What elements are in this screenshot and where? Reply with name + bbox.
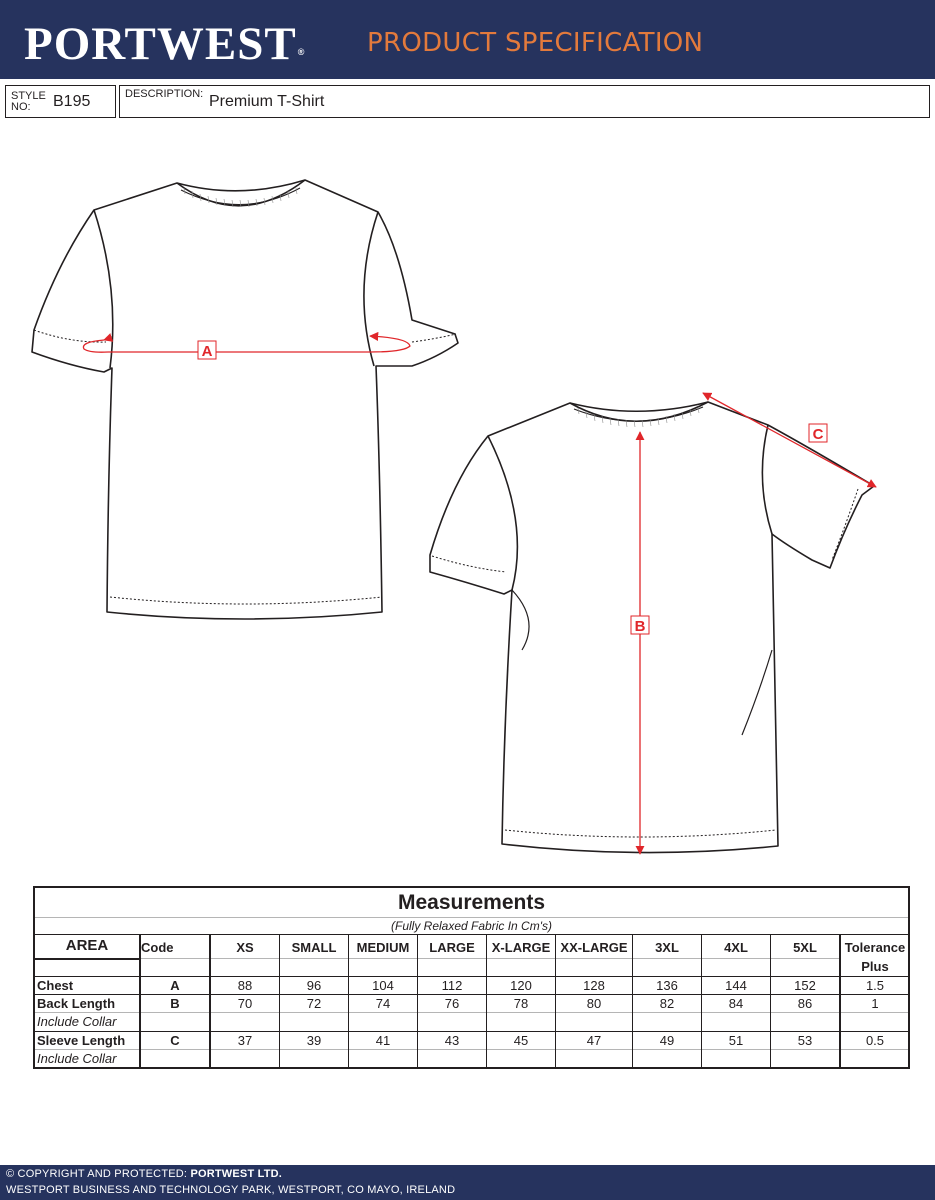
sleeve-measure-line [703, 393, 876, 487]
row-back-length-xlarge: 78 [513, 996, 529, 1011]
row-sleeve-length-5xl: 53 [797, 1033, 813, 1048]
size-header-medium: MEDIUM [356, 940, 410, 955]
row-back-length-3xl: 82 [659, 996, 675, 1011]
row-chest-xxlarge: 128 [583, 978, 605, 993]
measurements-subtitle: (Fully Relaxed Fabric In Cm's) [391, 919, 552, 933]
style-label [11, 91, 46, 113]
row-chest-code: A [170, 978, 180, 993]
row-chest-xs: 88 [237, 978, 253, 993]
row-sleeve-length-xxlarge: 47 [586, 1033, 602, 1048]
row-back-length-code: B [170, 996, 180, 1011]
back-view-shirt [430, 402, 874, 853]
brand-name: PORTWEST [24, 18, 297, 70]
company-address: WESTPORT BUSINESS AND TECHNOLOGY PARK, WESTPORT, CO MAYO, IRELAND [6, 1184, 456, 1196]
measurements-title: Measurements [397, 891, 546, 914]
brand-logo [24, 18, 305, 78]
back-collar-ribbing [578, 407, 699, 427]
row-chest-area: Chest [37, 978, 74, 993]
row-back-length-4xl: 84 [728, 996, 744, 1011]
row-back-length-large: 76 [444, 996, 460, 1011]
header-bar [0, 0, 935, 79]
description-box [119, 85, 930, 118]
description-value: Premium T-Shirt [209, 93, 325, 110]
chest-measure-line [83, 336, 410, 352]
row-back-length-xxlarge: 80 [586, 996, 602, 1011]
registered-mark: ® [297, 47, 306, 57]
garment-drawings [0, 120, 935, 880]
row-sleeve-length-small: 39 [306, 1033, 322, 1048]
style-label-line2: NO: [11, 101, 31, 113]
marker-b-label [631, 616, 649, 635]
measurements-table [33, 886, 910, 1069]
row-chest-4xl: 144 [725, 978, 747, 993]
row-chest-large: 112 [441, 978, 463, 993]
row-chest-small: 96 [306, 978, 322, 993]
tolerance-header-plus: Plus [861, 959, 889, 974]
row-sleeve-length-xs: 37 [237, 1033, 253, 1048]
row-chest-3xl: 136 [656, 978, 678, 993]
size-header-5xl: 5XL [793, 940, 817, 955]
row-chest-medium: 104 [372, 978, 394, 993]
row-sleeve-length-large: 43 [444, 1033, 460, 1048]
row-back-length-tolerance: 1 [871, 996, 879, 1011]
style-label-line1: STYLE [11, 90, 46, 102]
area-header: AREA [65, 937, 109, 954]
row-chest-xlarge: 120 [510, 978, 532, 993]
size-header-4xl: 4XL [724, 940, 748, 955]
copyright-company: PORTWEST LTD. [190, 1168, 283, 1180]
marker-c-label [809, 424, 827, 443]
row-sleeve-length-code: C [170, 1033, 180, 1048]
size-header-xlarge: X-LARGE [491, 940, 551, 955]
copyright-text: © COPYRIGHT AND PROTECTED: [6, 1168, 188, 1180]
row-sleeve-length-note: Include Collar [37, 1051, 117, 1066]
row-chest-5xl: 152 [794, 978, 816, 993]
back-length-marker-letter: B [634, 618, 646, 635]
tolerance-header: Tolerance [844, 940, 906, 955]
footer-bar [0, 1165, 935, 1200]
row-back-length-note: Include Collar [37, 1014, 117, 1029]
style-number-box [5, 85, 116, 118]
row-sleeve-length-area: Sleeve Length [37, 1033, 126, 1048]
row-sleeve-length-tolerance: 0.5 [865, 1033, 885, 1048]
size-header-xxlarge: XX-LARGE [560, 940, 628, 955]
page-title: PRODUCT SPECIFICATION [367, 28, 704, 58]
chest-marker-letter: A [201, 343, 213, 360]
row-sleeve-length-3xl: 49 [659, 1033, 675, 1048]
row-back-length-5xl: 86 [797, 996, 813, 1011]
copyright-line [6, 1168, 282, 1180]
description-label: DESCRIPTION: [125, 88, 204, 100]
row-back-length-xs: 70 [237, 996, 253, 1011]
front-view-shirt [32, 180, 458, 619]
row-sleeve-length-xlarge: 45 [513, 1033, 529, 1048]
sleeve-marker-letter: C [812, 426, 824, 443]
row-back-length-area: Back Length [37, 996, 116, 1011]
size-header-3xl: 3XL [655, 940, 679, 955]
size-header-large: LARGE [429, 940, 475, 955]
row-back-length-small: 72 [306, 996, 322, 1011]
row-back-length-medium: 74 [375, 996, 391, 1011]
marker-a-label [198, 341, 216, 360]
code-header: Code [141, 940, 174, 955]
row-sleeve-length-4xl: 51 [728, 1033, 744, 1048]
row-sleeve-length-medium: 41 [375, 1033, 391, 1048]
style-number: B195 [53, 93, 91, 110]
size-header-small: SMALL [291, 940, 337, 955]
size-header-xs: XS [236, 940, 254, 955]
row-chest-tolerance: 1.5 [865, 978, 885, 993]
